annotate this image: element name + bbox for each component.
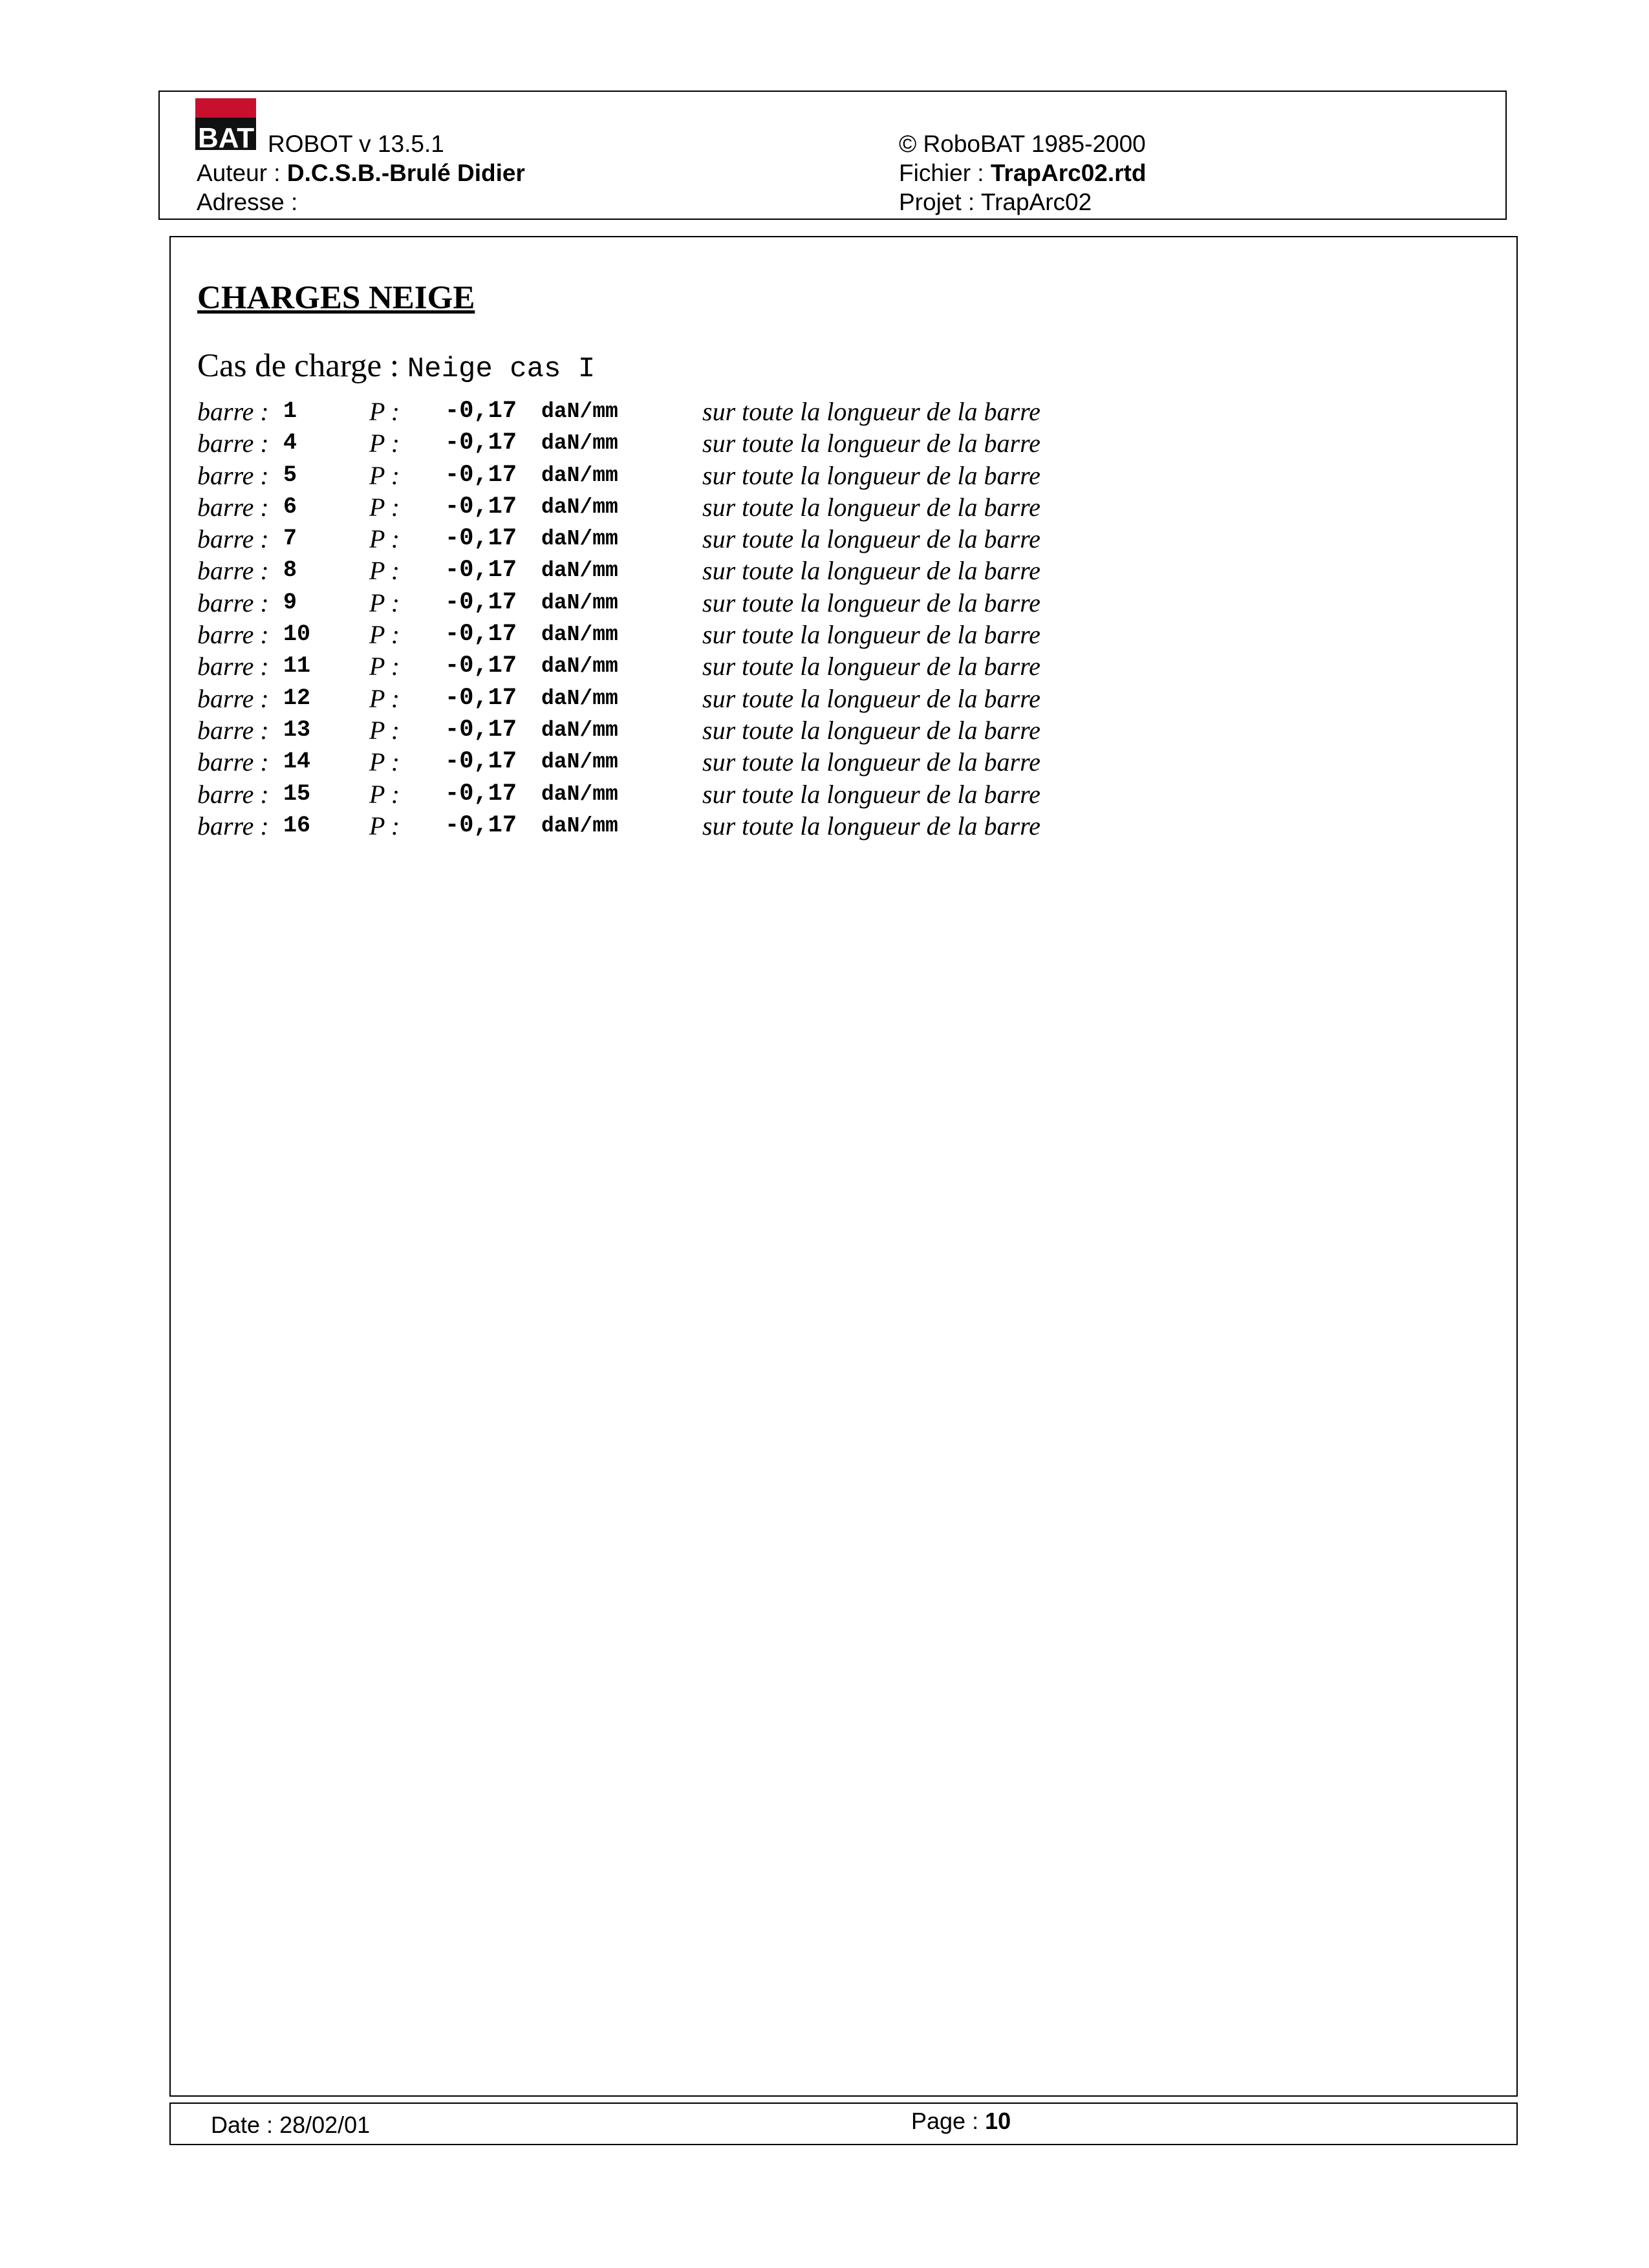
load-type-label: P : [369, 683, 400, 713]
bar-label: barre : [197, 460, 269, 490]
bar-number: 4 [283, 430, 297, 456]
logo-text: BAT [198, 122, 255, 150]
date-line [211, 2112, 370, 2139]
bar-load-row [197, 650, 1167, 682]
load-unit: daN/mm [541, 654, 618, 679]
date-value: 28/02/01 [279, 2112, 371, 2138]
load-value: -0,17 [445, 780, 517, 808]
load-unit: daN/mm [541, 559, 618, 583]
bar-load-row [197, 587, 1167, 619]
bar-load-row [197, 619, 1167, 650]
load-type-label: P : [369, 524, 400, 554]
load-type-label: P : [369, 588, 400, 617]
load-value: -0,17 [445, 398, 517, 425]
load-description: sur toute la longueur de la barre [702, 492, 1040, 522]
bar-label: barre : [197, 747, 269, 777]
load-description: sur toute la longueur de la barre [702, 811, 1040, 840]
section-title: CHARGES NEIGE [197, 280, 475, 316]
file-line [899, 158, 1146, 187]
project-value: TrapArc02 [980, 189, 1092, 215]
bar-load-row [197, 683, 1167, 714]
load-unit: daN/mm [541, 463, 618, 487]
load-value: -0,17 [445, 493, 517, 520]
bar-number: 6 [283, 493, 297, 520]
load-unit: daN/mm [541, 527, 618, 551]
load-description: sur toute la longueur de la barre [702, 588, 1040, 617]
load-unit: daN/mm [541, 590, 618, 615]
bar-load-row [197, 396, 1167, 427]
load-case-line [197, 347, 595, 385]
bar-number: 14 [283, 749, 311, 775]
author-line [197, 158, 525, 187]
author-label: Auteur : [197, 160, 281, 186]
load-type-label: P : [369, 397, 400, 426]
bar-number: 12 [283, 685, 311, 711]
load-description: sur toute la longueur de la barre [702, 683, 1040, 713]
robobat-logo-icon [195, 98, 256, 150]
load-description: sur toute la longueur de la barre [702, 620, 1040, 650]
copyright: © RoboBAT 1985-2000 [899, 131, 1146, 157]
load-description: sur toute la longueur de la barre [702, 747, 1040, 777]
bar-number: 11 [283, 653, 311, 679]
bar-number: 5 [283, 462, 297, 488]
load-unit: daN/mm [541, 400, 618, 423]
bar-number: 16 [283, 812, 311, 839]
date-label: Date : [211, 2112, 274, 2138]
load-type-label: P : [369, 811, 400, 840]
page-label: Page : [911, 2108, 979, 2134]
bar-label: barre : [197, 588, 269, 617]
bar-label: barre : [197, 683, 269, 713]
bar-load-row [197, 714, 1167, 746]
bar-number: 10 [283, 621, 311, 648]
load-description: sur toute la longueur de la barre [702, 524, 1040, 554]
project-line [899, 187, 1092, 217]
load-case-label: Cas de charge : [197, 348, 400, 384]
load-value: -0,17 [445, 652, 517, 680]
load-unit: daN/mm [541, 750, 618, 775]
load-value: -0,17 [445, 716, 517, 744]
load-value: -0,17 [445, 461, 517, 489]
load-type-label: P : [369, 556, 400, 586]
bar-label: barre : [197, 811, 269, 840]
bar-load-row [197, 523, 1167, 555]
load-type-label: P : [369, 747, 400, 777]
load-type-label: P : [369, 715, 400, 745]
bar-load-row [197, 778, 1167, 810]
load-description: sur toute la longueur de la barre [702, 460, 1040, 490]
load-unit: daN/mm [541, 782, 618, 806]
load-description: sur toute la longueur de la barre [702, 556, 1040, 586]
bar-label: barre : [197, 556, 269, 586]
project-label: Projet : [899, 189, 975, 215]
page-header [158, 91, 1507, 220]
load-case-value: Neige cas I [407, 353, 596, 385]
load-unit: daN/mm [541, 718, 618, 742]
load-value: -0,17 [445, 811, 517, 839]
bar-label: barre : [197, 620, 269, 650]
load-description: sur toute la longueur de la barre [702, 429, 1040, 458]
bar-load-row [197, 460, 1167, 491]
bar-load-row [197, 746, 1167, 778]
load-description: sur toute la longueur de la barre [702, 397, 1040, 426]
page-footer [169, 2102, 1518, 2145]
bar-label: barre : [197, 652, 269, 681]
bar-label: barre : [197, 715, 269, 745]
bar-number: 15 [283, 780, 311, 807]
load-value: -0,17 [445, 525, 517, 553]
load-value: -0,17 [445, 557, 517, 584]
load-value: -0,17 [445, 588, 517, 616]
bar-label: barre : [197, 397, 269, 426]
bar-load-row [197, 491, 1167, 523]
file-value: TrapArc02.rtd [990, 160, 1147, 186]
load-unit: daN/mm [541, 686, 618, 711]
bar-label: barre : [197, 524, 269, 554]
page-number-line [911, 2108, 1011, 2135]
load-description: sur toute la longueur de la barre [702, 779, 1040, 809]
load-type-label: P : [369, 779, 400, 809]
load-type-label: P : [369, 620, 400, 650]
bar-number: 9 [283, 589, 297, 615]
load-unit: daN/mm [541, 623, 618, 647]
load-value: -0,17 [445, 621, 517, 648]
load-type-label: P : [369, 429, 400, 458]
load-unit: daN/mm [541, 813, 618, 838]
bar-label: barre : [197, 492, 269, 522]
load-type-label: P : [369, 460, 400, 490]
bar-number: 1 [283, 398, 297, 424]
bar-label: barre : [197, 429, 269, 458]
load-type-label: P : [369, 652, 400, 681]
software-version: ROBOT v 13.5.1 [268, 131, 444, 157]
load-value: -0,17 [445, 748, 517, 776]
page-value: 10 [985, 2108, 1011, 2134]
bar-number: 7 [283, 526, 297, 552]
file-label: Fichier : [899, 160, 984, 186]
address-label: Adresse : [197, 189, 298, 215]
bar-load-row [197, 555, 1167, 586]
load-value: -0,17 [445, 684, 517, 712]
load-unit: daN/mm [541, 495, 618, 519]
load-description: sur toute la longueur de la barre [702, 715, 1040, 745]
author-value: D.C.S.B.-Brulé Didier [286, 160, 525, 186]
load-value: -0,17 [445, 429, 517, 457]
load-type-label: P : [369, 492, 400, 522]
bar-load-row [197, 810, 1167, 842]
bar-number: 8 [283, 557, 297, 584]
bar-load-row [197, 427, 1167, 459]
bar-load-list [197, 396, 1167, 842]
load-unit: daN/mm [541, 431, 618, 456]
bar-label: barre : [197, 779, 269, 809]
bar-number: 13 [283, 716, 311, 743]
load-description: sur toute la longueur de la barre [702, 652, 1040, 681]
